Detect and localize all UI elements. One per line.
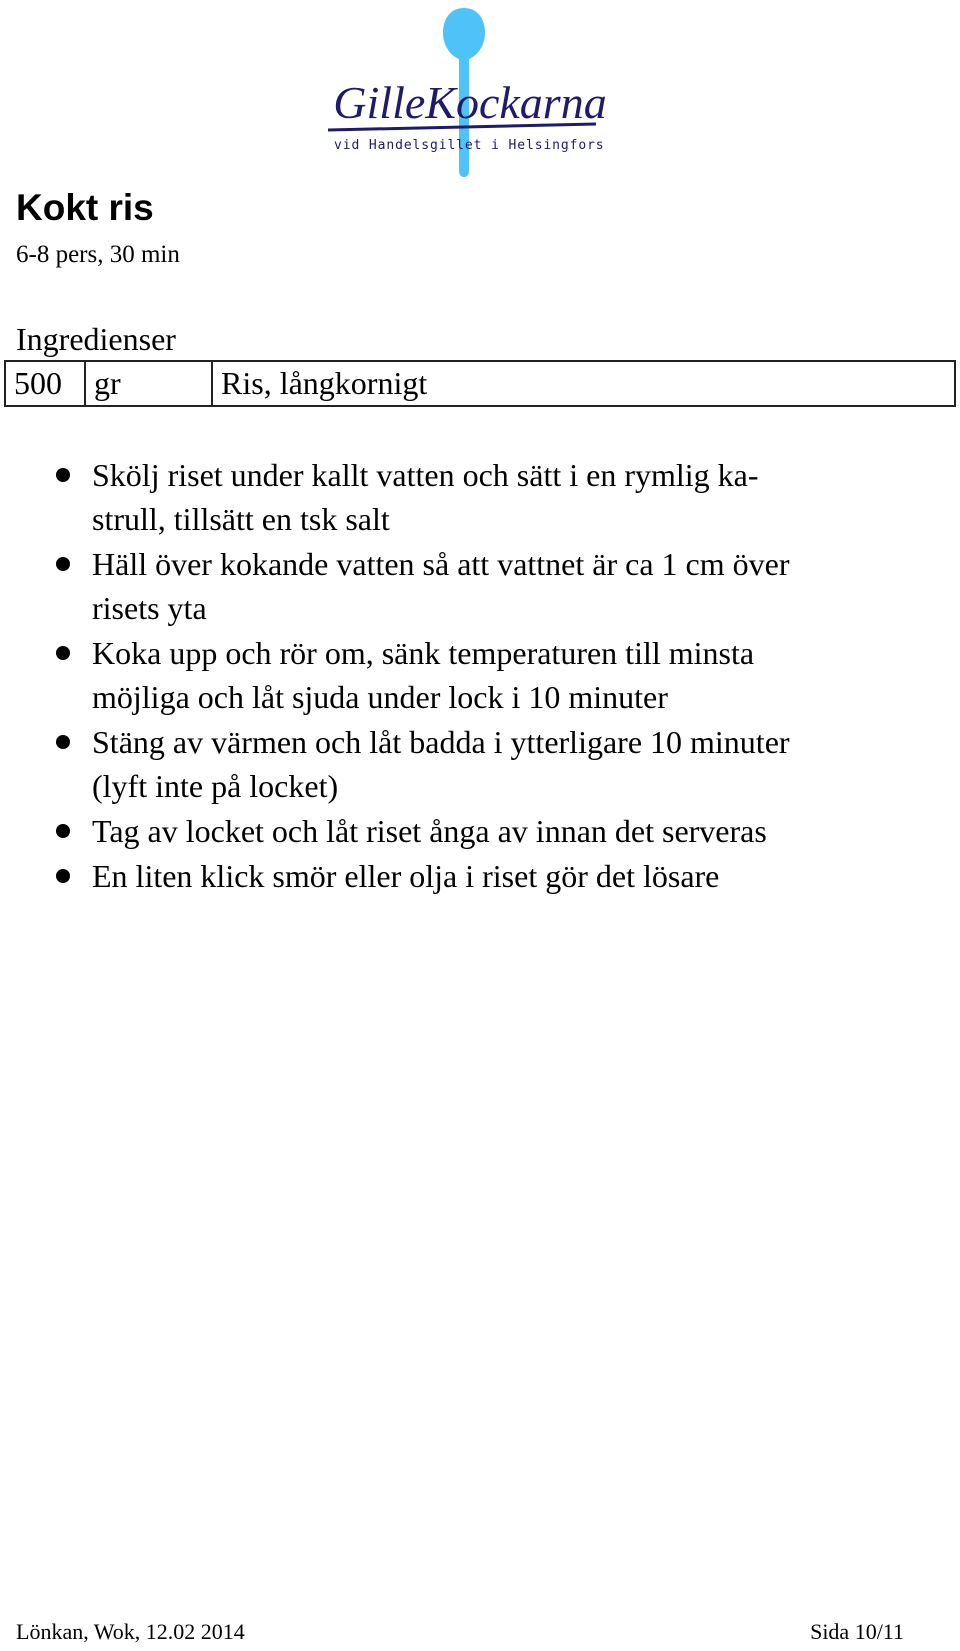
footer-page-number: Sida 10/11 <box>810 1619 904 1644</box>
instruction-line: Stäng av värmen och låt badda i ytterligare 10 minuter <box>92 724 790 760</box>
instruction-line: möjliga och låt sjuda under lock i 10 minuter <box>92 679 668 715</box>
logo-tagline: vid Handelsgillet i Helsingfors <box>334 138 605 153</box>
instruction-step <box>0 720 960 808</box>
ingredient-amount: 500 <box>5 361 85 406</box>
instruction-line: En liten klick smör eller olja i riset gör det lösare <box>92 858 720 894</box>
instruction-step <box>0 542 960 630</box>
ingredient-name: Ris, långkornigt <box>212 361 955 406</box>
instruction-line: (lyft inte på locket) <box>92 768 339 804</box>
footer-source-date: Lönkan, Wok, 12.02 2014 <box>16 1619 245 1644</box>
instruction-line: Skölj riset under kallt vatten och sätt i en rymlig ka- <box>92 457 759 493</box>
bullet-icon <box>56 735 70 749</box>
instruction-line: risets yta <box>92 590 207 626</box>
instruction-step <box>0 854 960 898</box>
bullet-icon <box>56 557 70 571</box>
gillekockarna-logo <box>320 8 620 180</box>
bullet-icon <box>56 646 70 660</box>
instruction-line: Koka upp och rör om, sänk temperaturen till minsta <box>92 635 755 671</box>
instruction-line: strull, tillsätt en tsk salt <box>92 501 390 537</box>
bullet-icon <box>56 468 70 482</box>
bullet-icon <box>56 869 70 883</box>
instruction-line: Tag av locket och låt riset ånga av innan det serveras <box>92 813 767 849</box>
instruction-list <box>0 453 960 898</box>
logo-brand: GilleKockarna <box>333 77 607 128</box>
ingredient-unit: gr <box>85 361 212 406</box>
recipe-servings-time: 6-8 pers, 30 min <box>16 241 180 268</box>
instruction-step <box>0 631 960 719</box>
bullet-icon <box>56 824 70 838</box>
recipe-title: Kokt ris <box>16 187 154 228</box>
instruction-step <box>0 809 960 853</box>
ingredients-heading: Ingredienser <box>16 321 176 357</box>
instruction-step <box>0 453 960 541</box>
ingredient-row <box>5 361 955 406</box>
ingredients-table <box>4 360 956 407</box>
instruction-line: Häll över kokande vatten så att vattnet är ca 1 cm över <box>92 546 790 582</box>
